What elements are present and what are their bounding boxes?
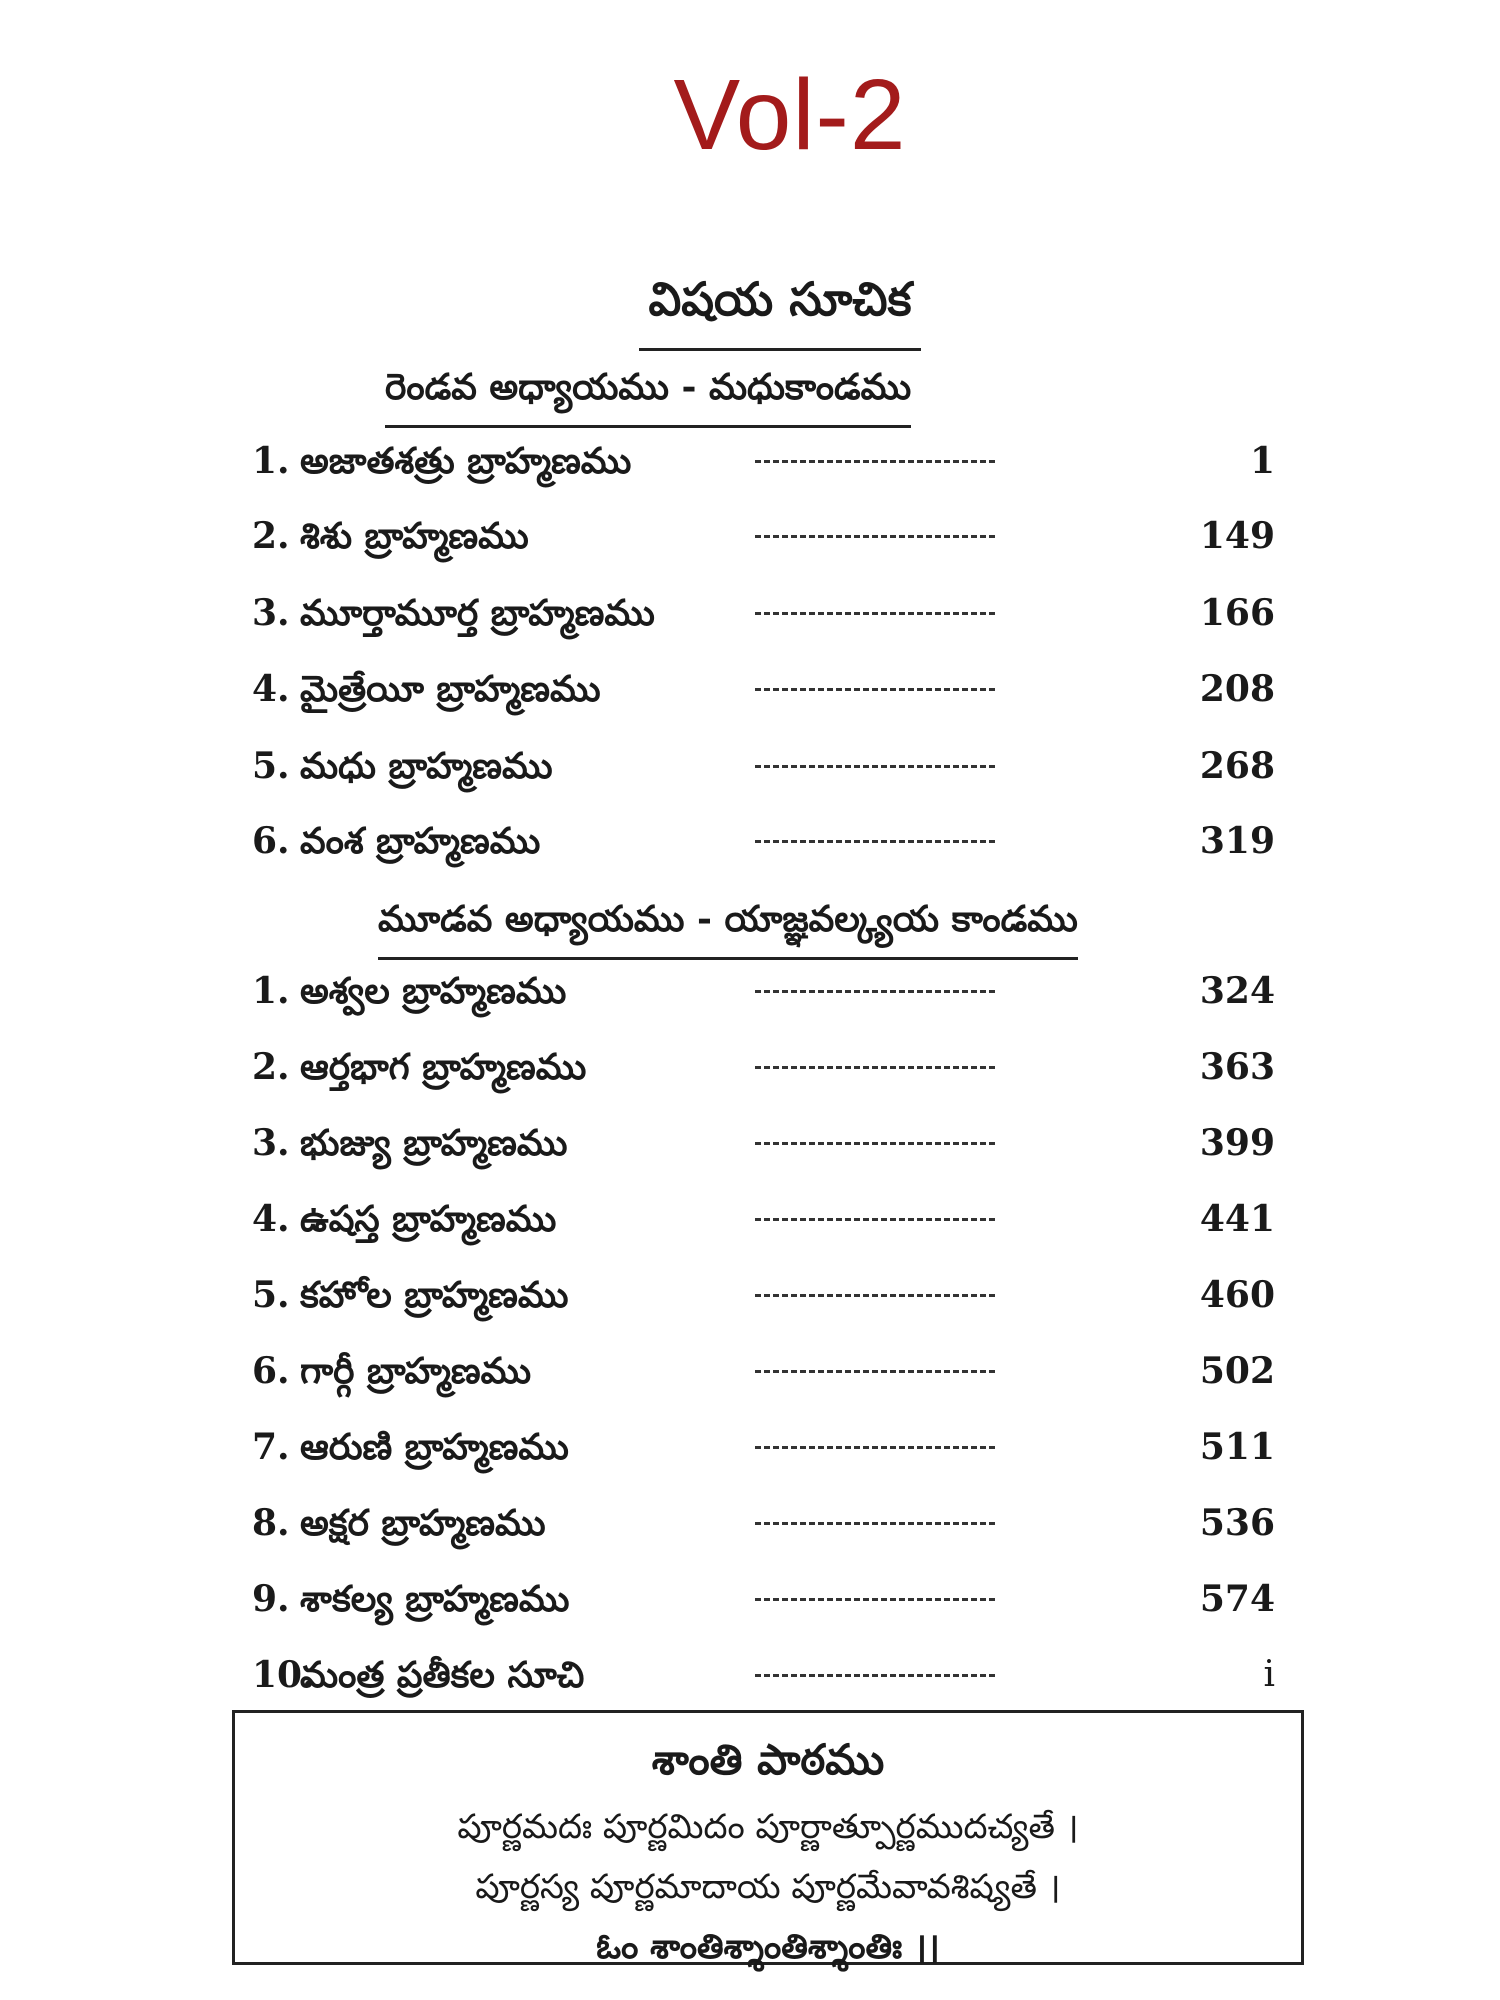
- toc-title: ఆరుణి బ్రాహ్మణము: [300, 1426, 569, 1468]
- toc-title: అశ్వల బ్రాహ్మణము: [300, 970, 567, 1012]
- shanti-patham-box: [232, 1710, 1304, 1965]
- toc-title: మధు బ్రాహ్మణము: [300, 745, 553, 787]
- dash-leader: [755, 1522, 995, 1525]
- page-title-container: [0, 272, 1500, 351]
- toc-page: 536: [1199, 1502, 1275, 1544]
- toc-title: అజాతశత్రు బ్రాహ్మణము: [300, 440, 632, 482]
- dash-leader: [755, 688, 995, 691]
- volume-label: Vol-2: [673, 59, 907, 171]
- toc-title: భుజ్యు బ్రాహ్మణము: [300, 1122, 568, 1164]
- dash-leader: [755, 1142, 995, 1145]
- dash-leader: [755, 990, 995, 993]
- toc-row: [0, 515, 1500, 575]
- toc-page: 149: [1199, 515, 1275, 557]
- toc-number: 7.: [252, 1426, 290, 1468]
- toc-number: 4.: [252, 668, 290, 710]
- section-heading: రెండవ అధ్యాయము - మధుకాండము: [385, 366, 911, 428]
- dash-leader: [755, 1294, 995, 1297]
- toc-page: 399: [1199, 1122, 1275, 1164]
- toc-page: 319: [1199, 820, 1275, 862]
- toc-page: 166: [1199, 592, 1275, 634]
- dash-leader: [755, 1446, 995, 1449]
- dash-leader: [755, 1674, 995, 1677]
- toc-page: 1: [1249, 440, 1275, 482]
- dash-leader: [755, 1066, 995, 1069]
- dash-leader: [755, 535, 995, 538]
- toc-row: [0, 1350, 1500, 1410]
- dash-leader: [755, 765, 995, 768]
- shanti-line: పూర్ణస్య పూర్ణమాదాయ పూర్ణమేవావశిష్యతే ।: [475, 1867, 1061, 1907]
- toc-number: 4.: [252, 1198, 290, 1240]
- toc-row: [0, 970, 1500, 1030]
- toc-page: 460: [1199, 1274, 1275, 1316]
- toc-number: 2.: [252, 1046, 290, 1088]
- toc-row: [0, 1198, 1500, 1258]
- toc-row: [0, 820, 1500, 880]
- dash-leader: [755, 460, 995, 463]
- toc-title: గార్గీ బ్రాహ్మణము: [300, 1350, 532, 1392]
- toc-number: 5.: [252, 745, 290, 787]
- toc-number: 5.: [252, 1274, 290, 1316]
- dash-leader: [755, 1370, 995, 1373]
- toc-number: 3.: [252, 1122, 290, 1164]
- toc-page: 441: [1199, 1198, 1275, 1240]
- toc-title: అక్షర బ్రాహ్మణము: [300, 1502, 546, 1544]
- section-heading: మూడవ అధ్యాయము - యాజ్ఞవల్క్యయ కాండము: [378, 898, 1078, 960]
- toc-number: 8.: [252, 1502, 290, 1544]
- dash-leader: [755, 612, 995, 615]
- toc-row: [0, 1502, 1500, 1562]
- toc-page: i: [1263, 1654, 1275, 1695]
- toc-row: [0, 1122, 1500, 1182]
- shanti-line: ఓం శాంతిశ్శాంతిశ్శాంతిః ।।: [596, 1927, 940, 1967]
- dash-leader: [755, 840, 995, 843]
- toc-title: మంత్ర ప్రతీకల సూచి: [300, 1654, 585, 1696]
- shanti-line: పూర్ణమదః పూర్ణమిదం పూర్ణాత్పూర్ణముదచ్యతే ।: [457, 1807, 1079, 1847]
- toc-row: [0, 440, 1500, 500]
- shanti-title: శాంతి పాఠము: [651, 1735, 885, 1784]
- toc-number: 9.: [252, 1578, 290, 1620]
- toc-row: [0, 668, 1500, 728]
- toc-row: [0, 1274, 1500, 1334]
- toc-number: 1.: [252, 440, 290, 482]
- toc-number: 1.: [252, 970, 290, 1012]
- toc-title: కహోల బ్రాహ్మణము: [300, 1274, 569, 1316]
- toc-number: 10.: [252, 1654, 315, 1696]
- dash-leader: [755, 1218, 995, 1221]
- page-title: విషయ సూచిక: [639, 272, 922, 351]
- toc-title: ఆర్తభాగ బ్రాహ్మణము: [300, 1046, 587, 1088]
- toc-page: 511: [1199, 1426, 1275, 1468]
- toc-number: 2.: [252, 515, 290, 557]
- toc-title: ఉషస్త బ్రాహ్మణము: [300, 1198, 557, 1240]
- toc-page: 574: [1199, 1578, 1275, 1620]
- toc-title: శిశు బ్రాహ్మణము: [300, 515, 529, 557]
- toc-number: 6.: [252, 1350, 290, 1392]
- toc-page: 363: [1199, 1046, 1275, 1088]
- toc-row: [0, 592, 1500, 652]
- toc-title: వంశ బ్రాహ్మణము: [300, 820, 541, 862]
- toc-row: [0, 1578, 1500, 1638]
- toc-row: [0, 1654, 1500, 1714]
- toc-page: 502: [1199, 1350, 1275, 1392]
- toc-row: [0, 745, 1500, 805]
- toc-page: 268: [1199, 745, 1275, 787]
- toc-row: [0, 1046, 1500, 1106]
- toc-title: మూర్తామూర్త బ్రాహ్మణము: [300, 592, 655, 634]
- toc-number: 6.: [252, 820, 290, 862]
- toc-title: మైత్రేయీ బ్రాహ్మణము: [300, 668, 601, 710]
- toc-row: [0, 1426, 1500, 1486]
- toc-page: 208: [1199, 668, 1275, 710]
- toc-page: 324: [1199, 970, 1275, 1012]
- dash-leader: [755, 1598, 995, 1601]
- toc-number: 3.: [252, 592, 290, 634]
- toc-title: శాకల్య బ్రాహ్మణము: [300, 1578, 570, 1620]
